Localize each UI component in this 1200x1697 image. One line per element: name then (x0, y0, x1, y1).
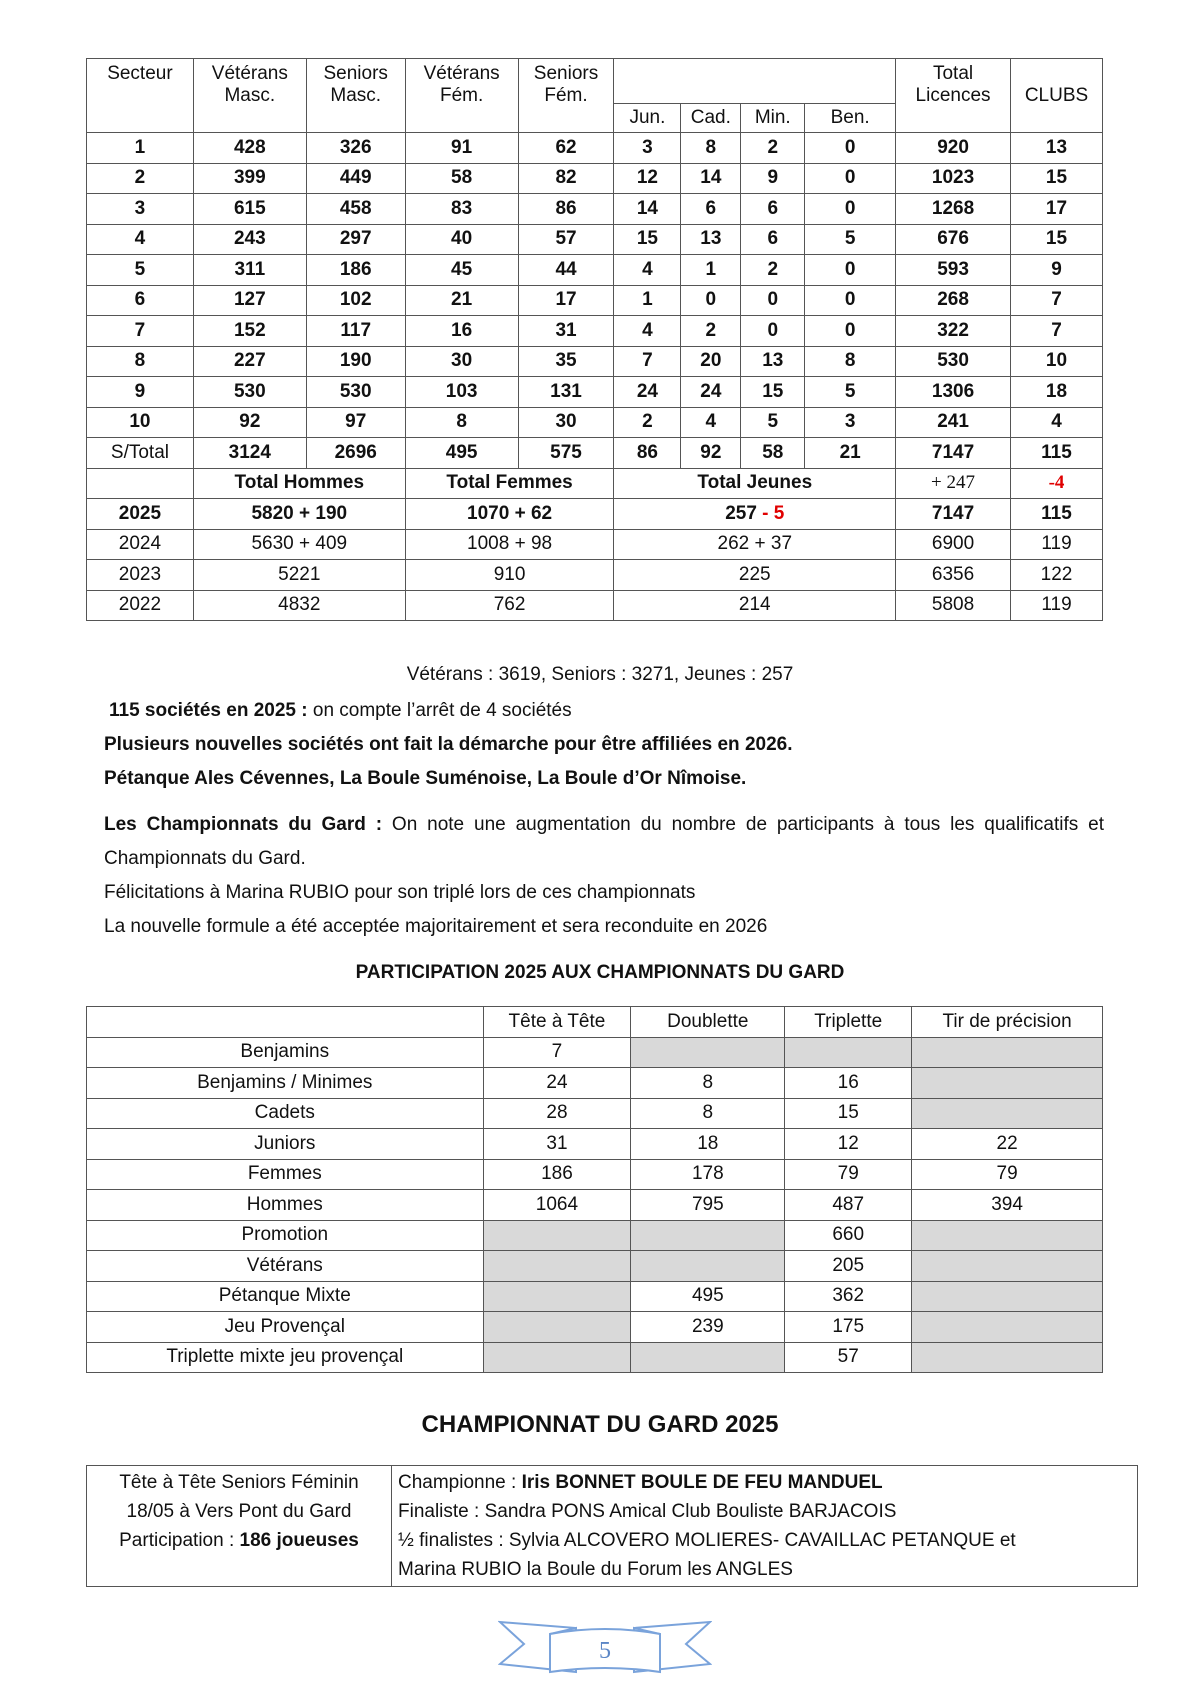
year-cell-year: 2023 (87, 560, 194, 591)
participation-cell-tri: 487 (785, 1190, 912, 1221)
subtotal-cad: 92 (681, 438, 741, 469)
cell-vm: 428 (193, 133, 306, 164)
header-ben: Ben. (805, 104, 896, 133)
cell-vf: 21 (405, 285, 518, 316)
cell-vf: 83 (405, 194, 518, 225)
cell-vm: 243 (193, 224, 306, 255)
subtotal-sf: 575 (518, 438, 614, 469)
cell-vm: 530 (193, 377, 306, 408)
event-name: Tête à Tête Seniors Féminin (119, 1472, 359, 1493)
cell-sf: 82 (518, 163, 614, 194)
participation-cell-label: Vétérans (87, 1251, 484, 1282)
event-participation: Participation : 186 joueuses (119, 1530, 359, 1551)
participation-row (87, 1251, 1103, 1282)
participation-row (87, 1312, 1103, 1343)
participation-row (87, 1281, 1103, 1312)
cell-jun: 2 (614, 407, 681, 438)
participation-col-tete-a-tete: Tête à Tête (483, 1007, 631, 1038)
cell-sm: 186 (306, 255, 405, 286)
cell-vm: 92 (193, 407, 306, 438)
cell-cad: 14 (681, 163, 741, 194)
year-cell-clubs: 119 (1010, 590, 1102, 621)
event-date-place: 18/05 à Vers Pont du Gard (126, 1501, 352, 1522)
secteur-row (87, 255, 1103, 286)
cell-min: 6 (741, 194, 805, 225)
year-cell-total: 6900 (896, 529, 1011, 560)
year-cell-total: 6356 (896, 560, 1011, 591)
participation-col-triplette: Triplette (785, 1007, 912, 1038)
cell-ben: 0 (805, 316, 896, 347)
cell-cad: 2 (681, 316, 741, 347)
participation-cell-tat (483, 1312, 631, 1343)
cell-jun: 4 (614, 316, 681, 347)
cell-secteur: 7 (87, 316, 194, 347)
cell-cad: 4 (681, 407, 741, 438)
subtotal-clubs: 115 (1010, 438, 1102, 469)
cell-clubs: 18 (1010, 377, 1102, 408)
cell-secteur: 4 (87, 224, 194, 255)
participation-cell-tir (912, 1220, 1103, 1251)
cell-ben: 5 (805, 377, 896, 408)
cell-total: 593 (896, 255, 1011, 286)
cell-total: 920 (896, 133, 1011, 164)
participation-cell-tat: 1064 (483, 1190, 631, 1221)
page-number-ribbon (498, 1614, 712, 1680)
cell-min: 2 (741, 255, 805, 286)
participation-cell-tri: 362 (785, 1281, 912, 1312)
cell-ben: 0 (805, 285, 896, 316)
secteur-row (87, 163, 1103, 194)
participation-cell-tri: 660 (785, 1220, 912, 1251)
participation-cell-tat: 31 (483, 1129, 631, 1160)
cell-cad: 20 (681, 346, 741, 377)
participation-col-tir-precision: Tir de précision (912, 1007, 1103, 1038)
cell-vf: 8 (405, 407, 518, 438)
cell-vf: 16 (405, 316, 518, 347)
participation-row (87, 1037, 1103, 1068)
cell-vf: 40 (405, 224, 518, 255)
participation-cell-label: Benjamins / Minimes (87, 1068, 484, 1099)
cell-cad: 0 (681, 285, 741, 316)
subtotal-vf: 495 (405, 438, 518, 469)
participation-cell-tat (483, 1220, 631, 1251)
participation-cell-tat: 7 (483, 1037, 631, 1068)
participation-cell-label: Benjamins (87, 1037, 484, 1068)
cell-vm: 152 (193, 316, 306, 347)
header-total-licences: Total Licences (896, 59, 1011, 133)
cell-ben: 8 (805, 346, 896, 377)
year-cell-year: 2024 (87, 529, 194, 560)
cell-jun: 7 (614, 346, 681, 377)
participation-cell-tri: 205 (785, 1251, 912, 1282)
secteur-row (87, 133, 1103, 164)
year-cell-femmes: 762 (405, 590, 614, 621)
cell-min: 13 (741, 346, 805, 377)
subtotal-jun: 86 (614, 438, 681, 469)
cell-vm: 227 (193, 346, 306, 377)
societes-line: 115 sociétés en 2025 : on compte l’arrêt de 4 sociétés (109, 700, 572, 721)
formule-line: La nouvelle formule a été acceptée majoritairement et sera reconduite en 2026 (104, 916, 768, 937)
cell-sf: 17 (518, 285, 614, 316)
event-info-cell (87, 1466, 392, 1587)
header-seniors-fem: Seniors Fém. (518, 59, 614, 133)
cell-clubs: 7 (1010, 285, 1102, 316)
participation-cell-tir: 79 (912, 1159, 1103, 1190)
total-jeunes-header: Total Jeunes (614, 468, 896, 499)
subtotal-sm: 2696 (306, 438, 405, 469)
participation-cell-label: Pétanque Mixte (87, 1281, 484, 1312)
cell-jun: 1 (614, 285, 681, 316)
header-clubs: CLUBS (1010, 59, 1102, 133)
participation-cell-tat (483, 1281, 631, 1312)
licences-delta: + 247 (896, 468, 1011, 499)
participation-cell-dbl: 8 (631, 1098, 785, 1129)
felicitations-line: Félicitations à Marina RUBIO pour son triplé lors de ces championnats (104, 882, 696, 903)
year-2025-hommes: 5820 + 190 (193, 499, 405, 530)
cell-jun: 12 (614, 163, 681, 194)
participation-cell-label: Cadets (87, 1098, 484, 1129)
cell-vf: 103 (405, 377, 518, 408)
secteur-row (87, 407, 1103, 438)
cell-min: 2 (741, 133, 805, 164)
participation-cell-dbl: 178 (631, 1159, 785, 1190)
cell-min: 0 (741, 285, 805, 316)
cell-total: 676 (896, 224, 1011, 255)
participation-cell-tri (785, 1037, 912, 1068)
cell-clubs: 4 (1010, 407, 1102, 438)
secteur-row (87, 377, 1103, 408)
participation-row (87, 1098, 1103, 1129)
year-row (87, 590, 1103, 621)
year-row (87, 529, 1103, 560)
cell-ben: 5 (805, 224, 896, 255)
participation-cell-tir (912, 1342, 1103, 1373)
participation-cell-tat: 24 (483, 1068, 631, 1099)
participation-cell-label: Triplette mixte jeu provençal (87, 1342, 484, 1373)
cell-vm: 127 (193, 285, 306, 316)
participation-row (87, 1159, 1103, 1190)
participation-row (87, 1129, 1103, 1160)
participation-cell-tri: 12 (785, 1129, 912, 1160)
participation-title: PARTICIPATION 2025 AUX CHAMPIONNATS DU GARD (355, 962, 845, 983)
participation-cell-tir: 394 (912, 1190, 1103, 1221)
cell-total: 530 (896, 346, 1011, 377)
year-cell-jeunes: 225 (614, 560, 896, 591)
clubs-delta: -4 (1010, 468, 1102, 499)
cell-sm: 458 (306, 194, 405, 225)
participation-cell-dbl (631, 1342, 785, 1373)
championnat-results-table (86, 1465, 1138, 1587)
cell-jun: 3 (614, 133, 681, 164)
cell-sm: 297 (306, 224, 405, 255)
championnat-title: CHAMPIONNAT DU GARD 2025 (421, 1411, 779, 1438)
cell-total: 322 (896, 316, 1011, 347)
year-row (87, 560, 1103, 591)
cell-jun: 14 (614, 194, 681, 225)
cell-min: 0 (741, 316, 805, 347)
cell-sm: 117 (306, 316, 405, 347)
cell-clubs: 17 (1010, 194, 1102, 225)
cell-clubs: 13 (1010, 133, 1102, 164)
participation-cell-tri: 15 (785, 1098, 912, 1129)
secteur-row (87, 316, 1103, 347)
header-veterans-masc: Vétérans Masc. (193, 59, 306, 133)
cell-ben: 0 (805, 133, 896, 164)
header-veterans-fem: Vétérans Fém. (405, 59, 518, 133)
championnats-note: Les Championnats du Gard : On note une augmentation du nombre de participants à tous les qualificatifs et Championnats du Gard. (104, 814, 1104, 869)
cell-secteur: 8 (87, 346, 194, 377)
championne-line: Championne : Iris BONNET BOULE DE FEU MANDUEL (398, 1472, 883, 1493)
cell-secteur: 9 (87, 377, 194, 408)
cell-vf: 58 (405, 163, 518, 194)
participation-cell-label: Femmes (87, 1159, 484, 1190)
cell-jun: 15 (614, 224, 681, 255)
total-femmes-header: Total Femmes (405, 468, 614, 499)
participation-cell-tat (483, 1251, 631, 1282)
participation-cell-tri: 175 (785, 1312, 912, 1343)
participation-cell-label: Jeu Provençal (87, 1312, 484, 1343)
finaliste-line: Finaliste : Sandra PONS Amical Club Bouliste BARJACOIS (398, 1501, 897, 1522)
subtotal-min: 58 (741, 438, 805, 469)
cell-secteur: 10 (87, 407, 194, 438)
header-seniors-masc: Seniors Masc. (306, 59, 405, 133)
subtotal-total: 7147 (896, 438, 1011, 469)
participation-cell-dbl (631, 1037, 785, 1068)
participation-cell-label: Juniors (87, 1129, 484, 1160)
participation-cell-tir (912, 1251, 1103, 1282)
cell-secteur: 3 (87, 194, 194, 225)
participation-cell-label: Promotion (87, 1220, 484, 1251)
secteur-row (87, 224, 1103, 255)
cell-sf: 131 (518, 377, 614, 408)
participation-cell-dbl: 795 (631, 1190, 785, 1221)
cell-jun: 24 (614, 377, 681, 408)
age-summary-line: Vétérans : 3619, Seniors : 3271, Jeunes : 257 (406, 664, 794, 685)
year-cell-hommes: 5221 (193, 560, 405, 591)
cell-cad: 24 (681, 377, 741, 408)
year-2025-jeunes: 257 - 5 (614, 499, 896, 530)
totals-header-empty (87, 468, 194, 499)
year-2025-femmes: 1070 + 62 (405, 499, 614, 530)
participation-cell-tri: 79 (785, 1159, 912, 1190)
participation-col-empty (87, 1007, 484, 1038)
cell-total: 268 (896, 285, 1011, 316)
cell-ben: 0 (805, 163, 896, 194)
cell-ben: 0 (805, 194, 896, 225)
secteur-row (87, 285, 1103, 316)
subtotal-label: S/Total (87, 438, 194, 469)
header-cad: Cad. (681, 104, 741, 133)
cell-min: 5 (741, 407, 805, 438)
cell-cad: 8 (681, 133, 741, 164)
year-cell-total: 5808 (896, 590, 1011, 621)
cell-ben: 0 (805, 255, 896, 286)
participation-col-doublette: Doublette (631, 1007, 785, 1038)
year-cell-clubs: 122 (1010, 560, 1102, 591)
year-cell-year: 2022 (87, 590, 194, 621)
participation-cell-dbl: 239 (631, 1312, 785, 1343)
cell-sf: 86 (518, 194, 614, 225)
cell-clubs: 9 (1010, 255, 1102, 286)
year-cell-hommes: 4832 (193, 590, 405, 621)
participation-cell-tir (912, 1281, 1103, 1312)
year-cell-femmes: 910 (405, 560, 614, 591)
participation-row (87, 1220, 1103, 1251)
championnats-paragraphs (104, 808, 1104, 944)
cell-vf: 91 (405, 133, 518, 164)
participation-cell-dbl: 8 (631, 1068, 785, 1099)
participation-table (86, 1006, 1103, 1373)
cell-vf: 45 (405, 255, 518, 286)
cell-clubs: 7 (1010, 316, 1102, 347)
cell-sf: 31 (518, 316, 614, 347)
participation-cell-dbl (631, 1220, 785, 1251)
jeunes-delta-negative: - 5 (762, 502, 785, 524)
cell-sm: 102 (306, 285, 405, 316)
participation-row (87, 1190, 1103, 1221)
participation-cell-tir (912, 1312, 1103, 1343)
total-hommes-header: Total Hommes (193, 468, 405, 499)
participation-cell-tat: 186 (483, 1159, 631, 1190)
participation-cell-label: Hommes (87, 1190, 484, 1221)
cell-sf: 30 (518, 407, 614, 438)
year-cell-femmes: 1008 + 98 (405, 529, 614, 560)
cell-vm: 399 (193, 163, 306, 194)
year-2025-clubs: 115 (1010, 499, 1102, 530)
header-jun: Jun. (614, 104, 681, 133)
cell-vm: 311 (193, 255, 306, 286)
subtotal-ben: 21 (805, 438, 896, 469)
participation-cell-dbl: 18 (631, 1129, 785, 1160)
cell-ben: 3 (805, 407, 896, 438)
cell-sf: 35 (518, 346, 614, 377)
year-2025-total: 7147 (896, 499, 1011, 530)
year-cell-clubs: 119 (1010, 529, 1102, 560)
cell-secteur: 2 (87, 163, 194, 194)
cell-cad: 6 (681, 194, 741, 225)
cell-vf: 30 (405, 346, 518, 377)
year-2025: 2025 (87, 499, 194, 530)
participation-cell-dbl (631, 1251, 785, 1282)
cell-total: 1306 (896, 377, 1011, 408)
subtotal-vm: 3124 (193, 438, 306, 469)
demi-finalistes-line-2: Marina RUBIO la Boule du Forum les ANGLES (398, 1559, 793, 1580)
cell-sm: 326 (306, 133, 405, 164)
cell-total: 1023 (896, 163, 1011, 194)
cell-sm: 190 (306, 346, 405, 377)
cell-sm: 449 (306, 163, 405, 194)
header-min: Min. (741, 104, 805, 133)
participation-cell-dbl: 495 (631, 1281, 785, 1312)
participation-cell-tir (912, 1068, 1103, 1099)
cell-sm: 530 (306, 377, 405, 408)
secteur-row (87, 346, 1103, 377)
cell-clubs: 15 (1010, 224, 1102, 255)
participation-cell-tri: 16 (785, 1068, 912, 1099)
cell-sf: 44 (518, 255, 614, 286)
event-results-cell (392, 1466, 1138, 1587)
cell-sf: 57 (518, 224, 614, 255)
cell-secteur: 5 (87, 255, 194, 286)
nouvelles-societes: Plusieurs nouvelles sociétés ont fait la démarche pour être affiliées en 2026. (104, 734, 793, 755)
participation-row (87, 1068, 1103, 1099)
header-jeunes-group (614, 59, 896, 104)
year-cell-jeunes: 214 (614, 590, 896, 621)
licences-table (86, 58, 1103, 621)
cell-secteur: 6 (87, 285, 194, 316)
cell-cad: 13 (681, 224, 741, 255)
page-number: 5 (599, 1638, 611, 1664)
year-cell-jeunes: 262 + 37 (614, 529, 896, 560)
cell-min: 15 (741, 377, 805, 408)
cell-jun: 4 (614, 255, 681, 286)
cell-secteur: 1 (87, 133, 194, 164)
header-secteur: Secteur (87, 59, 194, 133)
participation-cell-tri: 57 (785, 1342, 912, 1373)
participation-cell-tir: 22 (912, 1129, 1103, 1160)
participation-cell-tat (483, 1342, 631, 1373)
cell-sm: 97 (306, 407, 405, 438)
cell-total: 1268 (896, 194, 1011, 225)
cell-clubs: 10 (1010, 346, 1102, 377)
cell-cad: 1 (681, 255, 741, 286)
intro-paragraphs (104, 694, 1104, 796)
cell-min: 6 (741, 224, 805, 255)
cell-total: 241 (896, 407, 1011, 438)
participation-cell-tir (912, 1098, 1103, 1129)
cell-vm: 615 (193, 194, 306, 225)
participation-cell-tat: 28 (483, 1098, 631, 1129)
cell-sf: 62 (518, 133, 614, 164)
secteur-row (87, 194, 1103, 225)
participation-row (87, 1342, 1103, 1373)
cell-clubs: 15 (1010, 163, 1102, 194)
demi-finalistes-line-1: ½ finalistes : Sylvia ALCOVERO MOLIERES- CAVAILLAC PETANQUE et (398, 1530, 1016, 1551)
year-cell-hommes: 5630 + 409 (193, 529, 405, 560)
participation-cell-tir (912, 1037, 1103, 1068)
nouveaux-clubs-list: Pétanque Ales Cévennes, La Boule Suménoise, La Boule d’Or Nîmoise. (104, 768, 747, 789)
cell-min: 9 (741, 163, 805, 194)
